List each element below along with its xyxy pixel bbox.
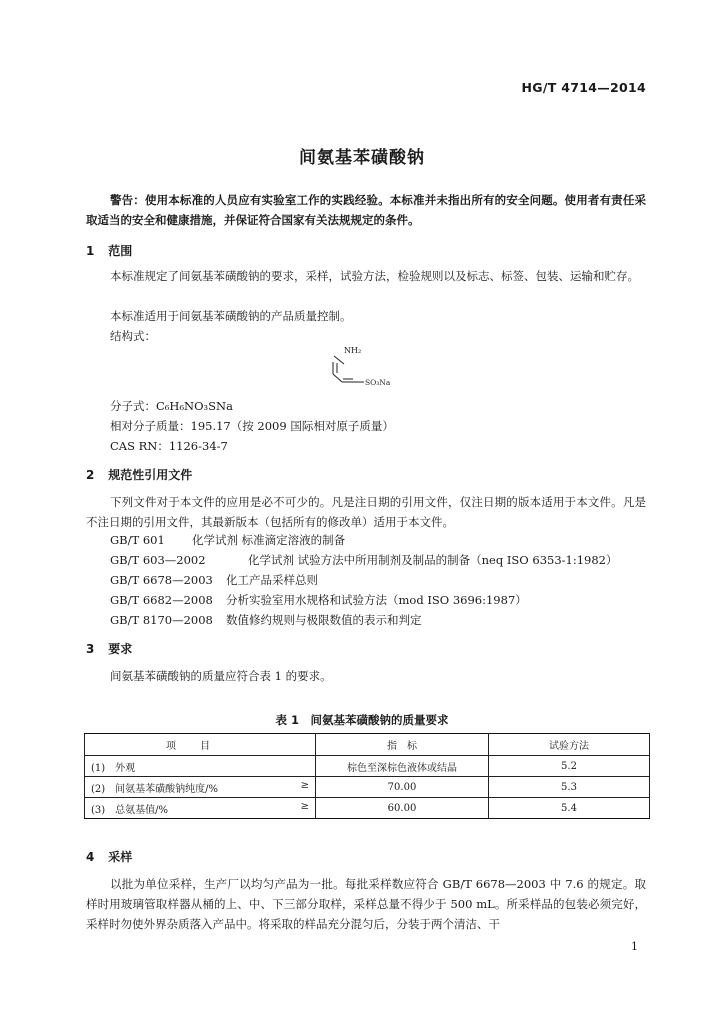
- row-item: (3) 总氨基值/%: [91, 804, 169, 816]
- table-row: [85, 798, 650, 819]
- section-number: 3: [86, 642, 95, 656]
- section-title: 规范性引用文件: [108, 468, 193, 482]
- reference-title: 数值修约规则与极限数值的表示和判定: [226, 613, 422, 627]
- bond-nh2: [334, 356, 344, 364]
- structural-formula: [322, 342, 412, 392]
- table-caption: 表 1 间氨基苯磺酸钠的质量要求: [275, 713, 449, 727]
- molecular-formula: 分子式：C₆H₆NO₃SNa: [110, 399, 233, 413]
- reference-title: 化学试剂 试验方法中所用制剂及制品的制备（neq ISO 6353-1:1982）: [248, 553, 618, 567]
- table-row: [85, 756, 650, 777]
- section-1-heading: [86, 242, 132, 259]
- reference-code: GB/T 8170—2008: [110, 613, 213, 627]
- group-nh2-label: NH₂: [344, 346, 362, 355]
- section-title: 采样: [108, 850, 133, 864]
- section-title: 要求: [108, 642, 133, 656]
- row-item: (1) 外观: [91, 762, 136, 774]
- row-method: 5.3: [489, 777, 650, 798]
- section-2-intro: 下列文件对于本文件的应用是必不可少的。凡是注日期的引用文件，仅注日期的版本适用于本文件。凡是不注日期的引用文件，其最新版本（包括所有的修改单）适用于本文件。: [86, 495, 646, 529]
- table-row: [85, 777, 650, 798]
- row-method: 5.4: [489, 798, 650, 819]
- section-3-paragraph: 间氨基苯磺酸钠的质量应符合表 1 的要求。: [110, 669, 332, 683]
- section-1-paragraph-1: 本标准规定了间氨基苯磺酸钠的要求，采样，试验方法，检验规则以及标志、标签、包装、运输和贮存。: [110, 269, 639, 283]
- section-title: 范围: [108, 244, 133, 258]
- standard-code: HG/T 4714—2014: [521, 80, 646, 95]
- reference-title: 化工产品采样总则: [226, 573, 318, 587]
- row-method: 5.2: [489, 756, 650, 777]
- cas-number: CAS RN：1126-34-7: [110, 439, 228, 453]
- section-number: 4: [86, 850, 95, 864]
- section-2-heading: [86, 466, 192, 483]
- reference-code: GB/T 603—2002: [110, 553, 206, 567]
- row-item: (2) 间氨基苯磺酸钠纯度/%: [91, 783, 219, 795]
- reference-item: [110, 570, 318, 590]
- section-3-heading: [86, 640, 132, 657]
- row-item-cell: [85, 777, 316, 798]
- table-header-row: [85, 734, 650, 756]
- row-spec: 棕色至深棕色液体或结晶: [316, 756, 489, 777]
- section-4-paragraph: 以批为单位采样，生产厂以均匀产品为一批。每批采样数应符合 GB/T 6678—2003 中 7.6 的规定。取样时用玻璃管取样器从桶的上、中、下三部分取样，采样总量不得少于 500 mL。所采样品的包装必须完好，采样时勿使外界杂质落入产品中。将采取的样品充分混匀后，分装于两个清洁、干: [86, 877, 646, 931]
- section-number: 1: [86, 244, 95, 258]
- header-spec: 指 标: [316, 734, 489, 756]
- page-number: 1: [631, 940, 638, 953]
- reference-code: GB/T 6678—2003: [110, 573, 213, 587]
- reference-code: GB/T 6682—2008: [110, 593, 213, 607]
- document-title: 间氨基苯磺酸钠: [299, 148, 425, 168]
- row-item-cell: [85, 798, 316, 819]
- reference-item: [110, 590, 527, 610]
- header-method: 试验方法: [489, 734, 650, 756]
- header-item: 项目: [85, 734, 316, 756]
- reference-item: [110, 530, 345, 550]
- section-1-paragraph-2: 本标准适用于间氨基苯磺酸钠的产品质量控制。: [110, 309, 352, 323]
- reference-title: 化学试剂 标准滴定溶液的制备: [192, 533, 346, 547]
- reference-item: [110, 610, 422, 630]
- molecular-mass: 相对分子质量：195.17（按 2009 国际相对原子质量）: [110, 419, 394, 433]
- reference-item: [110, 550, 618, 570]
- section-4-heading: [86, 848, 132, 865]
- row-spec: 60.00: [316, 798, 489, 819]
- row-item-cell: [85, 756, 316, 777]
- quality-requirements-table: [84, 733, 650, 819]
- row-spec: 70.00: [316, 777, 489, 798]
- reference-title: 分析实验室用水规格和试验方法（mod ISO 3696:1987）: [226, 593, 527, 607]
- row-operator: ≥: [300, 779, 309, 791]
- group-so3na-label: SO₃Na: [365, 378, 391, 387]
- ring-edge-bottom-left: [333, 374, 342, 382]
- structure-label: 结构式：: [110, 329, 156, 343]
- row-operator: ≥: [300, 800, 309, 812]
- section-number: 2: [86, 468, 95, 482]
- warning-paragraph: 警告：使用本标准的人员应有实验室工作的实践经验。本标准并未指出所有的安全问题。使用者有责任采取适当的安全和健康措施，并保证符合国家有关法规规定的条件。: [86, 193, 646, 227]
- reference-code: GB/T 601: [110, 533, 165, 547]
